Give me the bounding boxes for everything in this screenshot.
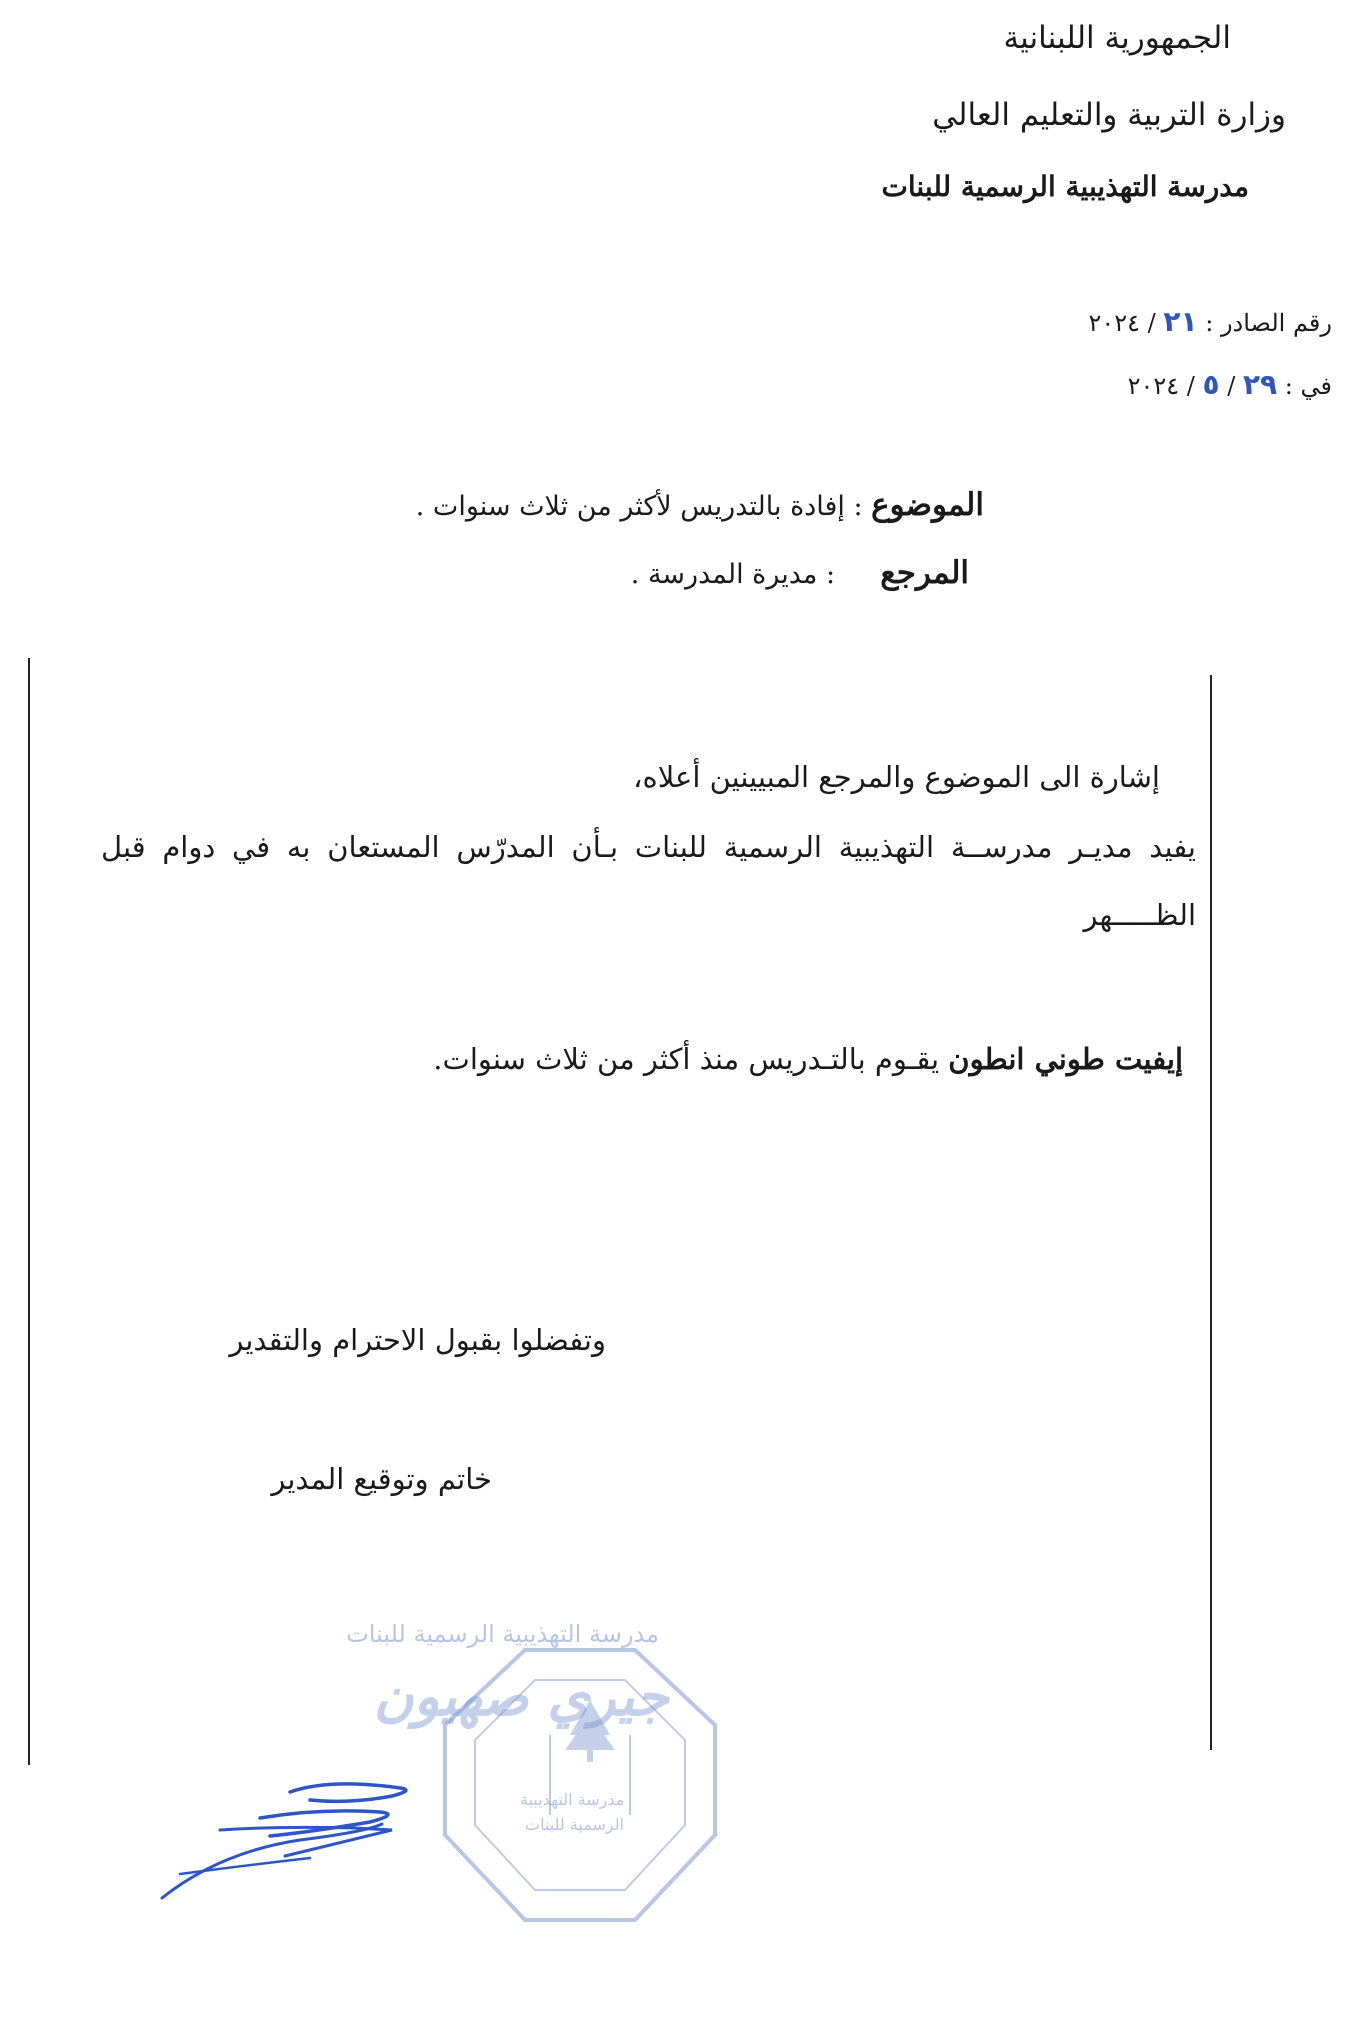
seal-line-2: الرسمية للبنات (525, 1815, 625, 1834)
body-line-2: الظـــــهر (1083, 898, 1196, 932)
subject-line (416, 487, 984, 523)
outgoing-number-value: ٢١ (1163, 305, 1198, 338)
teacher-statement (433, 1042, 1183, 1076)
handwritten-signature (160, 1770, 460, 1910)
official-seal (430, 1640, 730, 1930)
outgoing-number-year: / ٢٠٢٤ (1088, 309, 1156, 337)
cedar-icon (565, 1700, 615, 1762)
republic-heading: الجمهورية اللبنانية (1003, 20, 1231, 56)
closing-regards: وتفضلوا بقبول الاحترام والتقدير (229, 1323, 606, 1357)
statement-text: يقـوم بالتـدريس منذ أكثر من ثلاث سنوات. (433, 1042, 940, 1076)
referent-line (631, 555, 969, 591)
date-year: / ٢٠٢٤ (1127, 372, 1195, 400)
date-day: ٢٩ (1242, 368, 1278, 401)
date-line: في : ٢٩ / ٥ / ٢٠٢٤ (1127, 368, 1332, 401)
school-heading: مدرسة التهذيبية الرسمية للبنات (881, 170, 1249, 203)
referent-text: : مديرة المدرسة . (630, 559, 836, 590)
outgoing-number-label: رقم الصادر : (1205, 309, 1332, 337)
date-month: ٥ (1202, 368, 1220, 401)
teacher-name: إيفيت طوني انطون (948, 1042, 1183, 1076)
subject-label: الموضوع (871, 487, 984, 523)
ministry-heading: وزارة التربية والتعليم العالي (932, 97, 1286, 133)
body-line-1: يفيد مديـر مدرســة التهذيبية الرسمية للبنات بـأن المدرّس المستعان به في دوام قبل (101, 830, 1196, 864)
frame-right-line (1210, 675, 1212, 1750)
stamp-school-line: مدرسة التهذيبية الرسمية للبنات (346, 1620, 659, 1648)
frame-left-line (28, 658, 30, 1765)
subject-text: : إفادة بالتدريس لأكثر من ثلاث سنوات . (415, 491, 863, 522)
stamp-name: جيري صهيون (373, 1665, 669, 1728)
outgoing-number-line (1088, 305, 1332, 338)
date-label: في : (1284, 372, 1332, 400)
referent-label: المرجع (880, 555, 969, 591)
signature-label: خاتم وتوقيع المدير (271, 1462, 492, 1496)
seal-line-1: مدرسة التهذيبية (520, 1790, 625, 1809)
opening-line: إشارة الى الموضوع والمرجع المبيينين أعلاه، (633, 760, 1160, 794)
